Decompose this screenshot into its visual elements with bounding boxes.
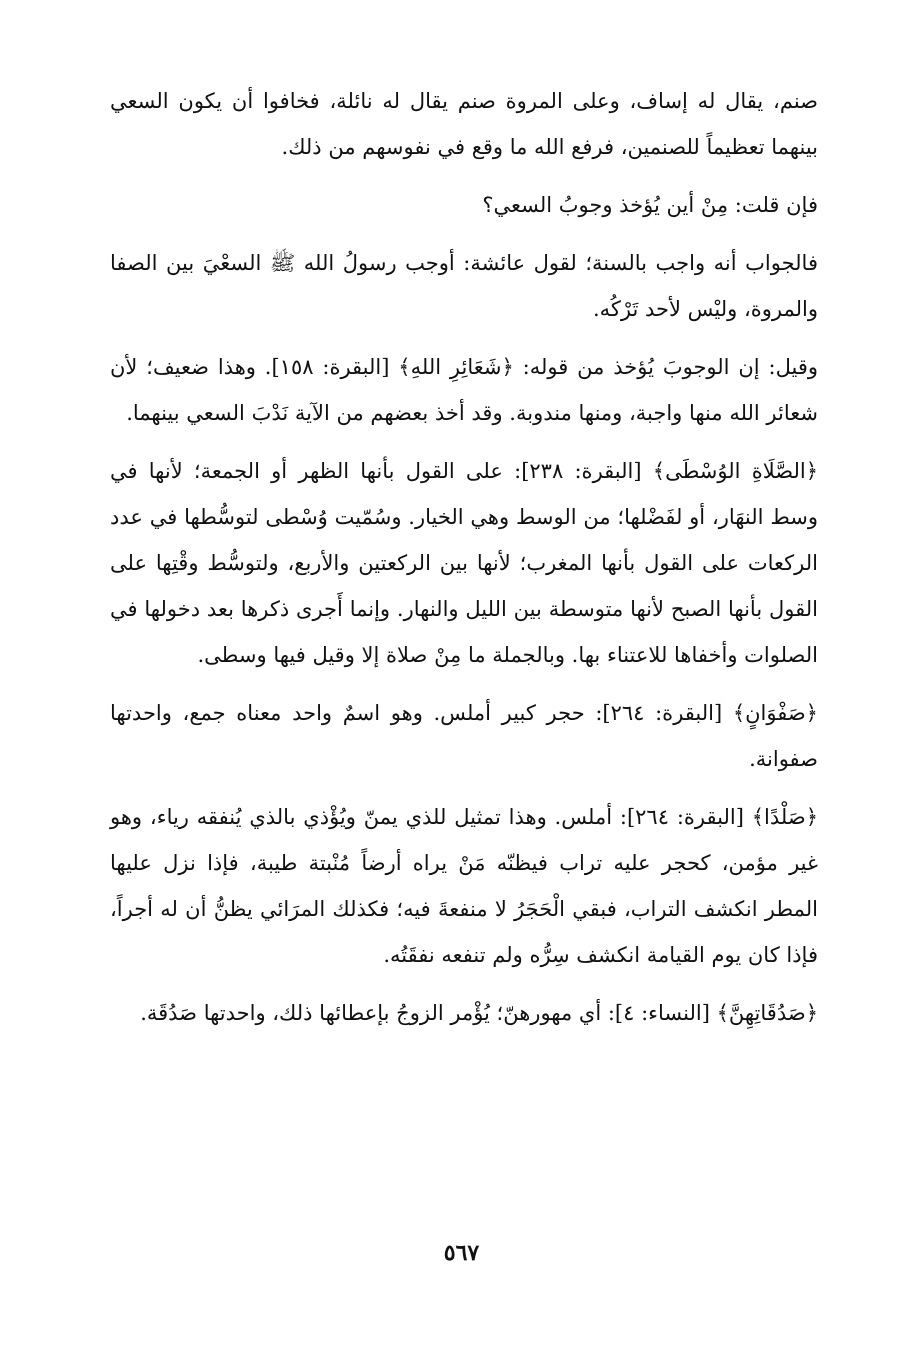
page-number: ٥٦٧ [443,1240,480,1266]
page-body [110,78,818,1048]
paragraph-2: فإن قلت: مِنْ أين يُؤخذ وجوبُ السعي؟ [482,193,818,217]
paragraph-8: ﴿صَدُقَاتِهِنَّ﴾ [النساء: ٤]: أي مهورهنّ؛ يُؤْمر الزوجُ بإعطائها ذلك، واحدتها صَدُقَة. [140,1001,818,1025]
paragraph-5: ﴿الصَّلَاةِ الوُسْطَى﴾ [البقرة: ٢٣٨]: على القول بأنها الظهر أو الجمعة؛ لأنها في وسط النهَار، أو لفَضْلها؛ من الوسط وهي الخيار. وسُمّيت وُسْطى لتوسُّطها في عدد الركعات على القول بأنها المغرب؛ لأنها بين الركعتين والأربع، ولتوسُّط وقْتِها على القول بأنها الصبح لأنها متوسطة بين الليل والنهار. وإنما أَجرى ذكرها بعد دخولها في الصلوات وأخفاها للاعتناء بها. وبالجملة ما مِنْ صلاة إلا وقيل فيها وسطى. [110,459,818,667]
paragraph-6: ﴿صَفْوَانٍ﴾ [البقرة: ٢٦٤]: حجر كبير أملس. وهو اسمٌ واحد معناه جمع، واحدتها صفوانة. [110,701,818,771]
paragraph-3: فالجواب أنه واجب بالسنة؛ لقول عائشة: أوجب رسولُ الله ﷺ السعْيَ بين الصفا والمروة، وليْس لأحد تَرْكُه. [110,251,818,321]
paragraph-1: صنم، يقال له إساف، وعلى المروة صنم يقال له نائلة، فخافوا أن يكون السعي بينهما تعظيماً للصنمين، فرفع الله ما وقع في نفوسهم من ذلك. [110,89,818,159]
paragraph-7: ﴿صَلْدًا﴾ [البقرة: ٢٦٤]: أملس. وهذا تمثيل للذي يمنّ ويُؤْذي بالذي يُنفقه رياء، وهو غير مؤمن، كحجر عليه تراب فيظنّه مَنْ يراه أرضاً مُنْبتة طيبة، فإذا نزل عليها المطر انكشف التراب، فبقي الْحَجَرُ لا منفعةَ فيه؛ فكذلك المرَائي يظنُّ أن له أجراً، فإذا كان يوم القيامة انكشف سِرُّه ولم تنفعه نفقَتُه. [110,805,818,967]
paragraph-4: وقيل: إن الوجوبَ يُؤخذ من قوله: ﴿شَعَائِرِ اللهِ﴾ [البقرة: ١٥٨]. وهذا ضعيف؛ لأن شعائر الله منها واجبة، ومنها مندوبة. وقد أخذ بعضهم من الآية نَدْبَ السعي بينهما. [110,355,818,425]
